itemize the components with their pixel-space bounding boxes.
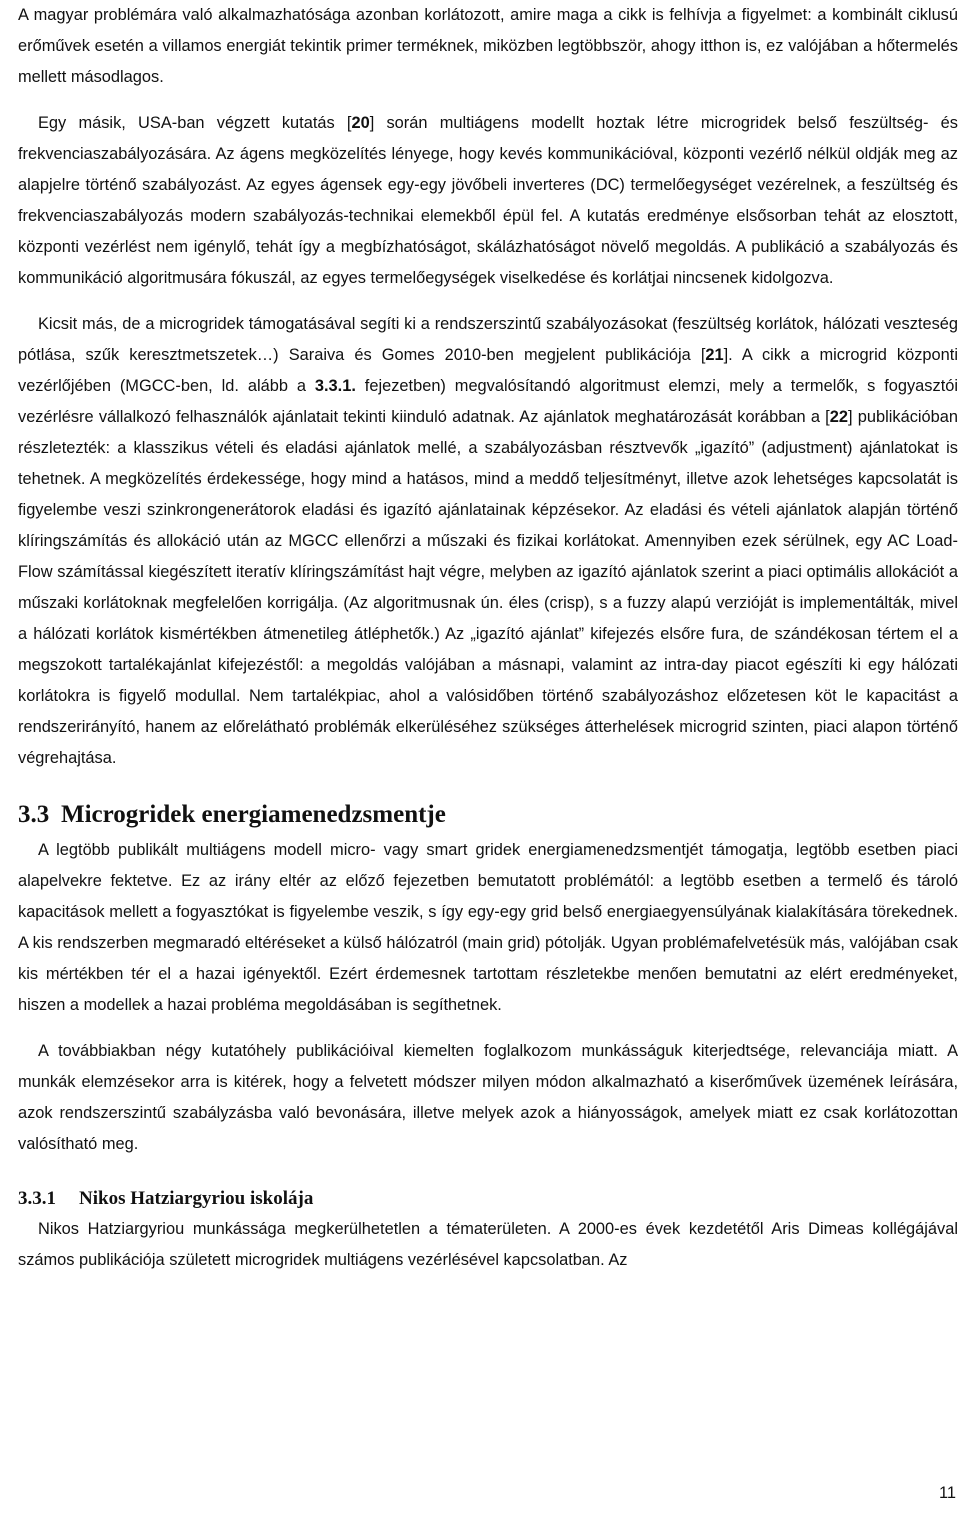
paragraph-research-sites: A továbbiakban négy kutatóhely publikációival kiemelten foglalkozom munkásságuk kiterjedtsége, relevanciája miatt. A munkák elemzésekor arra is kitérek, hogy a felvetett módszer milyen módon alkalmazható a kiserőművek üzemének leírására, azok rendszerszintű szabályzásba való bevonására, illetve melyek azok a hiányosságok, amelyek miatt ez csak korlátozottan valósítható meg. [18, 1042, 958, 1153]
paragraph-hatziargyriou: Nikos Hatziargyriou munkássága megkerülhetetlen a tématerületen. A 2000-es évek kezdetétől Aris Dimeas kollégájával számos publikációja született microgridek multiágens vezérlésével kapcsolatban. Az [18, 1220, 958, 1269]
paragraph-text: Egy másik, USA-ban végzett kutatás [ [38, 114, 352, 132]
section-number: 3.3 [18, 801, 50, 828]
subsection-title: Nikos Hatziargyriou iskolája [79, 1188, 314, 1209]
section-heading [18, 797, 958, 833]
subsection-heading [18, 1184, 958, 1214]
section-title: Microgridek energiamenedzsmentje [61, 801, 446, 828]
citation-ref-20: 20 [351, 114, 370, 132]
page-number: 11 [938, 1484, 956, 1502]
paragraph-text: ] során multiágens modellt hoztak létre microgridek belső feszültség- és frekvenciaszabályozására. Az ágens megközelítés lényege, hogy kevés kommunikációval, központi vezérlő nélkül oldják meg az alapjelre történő szabályozást. Az egyes ágensek egy-egy jövőbeli inverteres (DC) termelőegységet vezérelnek, a feszültség és frekvenciaszabályozás modern szabályozás-technikai elemekből épül fel. A kutatás eredménye elsősorban tehát az elosztott, központi vezérlést nem igénylő, tehát így a megbízhatóságot, skálázhatóságot növelő megoldás. A publikáció a szabályozás és kommunikáció algoritmusára fókuszál, az egyes termelőegységek viselkedése és korlátjai nincsenek kidolgozva. [18, 114, 958, 287]
paragraph-text: ]. A cikk a microgrid központi vezérlőjében (MGCC-ben, ld. alább a [18, 346, 958, 395]
section-cross-ref: 3.3.1. [314, 377, 356, 395]
paragraph-usa-research [18, 108, 958, 294]
paragraph-text: Kicsit más, de a microgridek támogatásával segíti ki a rendszerszintű szabályozásokat (feszültség korlátok, hálózati veszteség pótlása, szűk keresztmetszetek…) Saraiva és Gomes 2010-ben megjelent publikációja [ [18, 315, 958, 364]
paragraph-saraiva-gomes [18, 309, 958, 774]
document-page [18, 0, 958, 1276]
paragraph-energy-management: A legtöbb publikált multiágens modell micro- vagy smart gridek energiamenedzsmentjét támogatja, legtöbb esetben piaci alapelvekre fektetve. Ez az irány eltér az előző fejezetben bemutatott problémától: a legtöbb esetben a termelő és tároló kapacitások mellett a fogyasztókat is figyelembe veszik, s így egy-egy grid belső energiaegyensúlyának kialakítására törekednek. A kis rendszerben megmaradó eltéréseket a külső hálózatról (main grid) pótolják. Ugyan problémafelvetésük más, valójában csak kis mértékben tér el a hazai igényektől. Ezért érdemesnek tartottam részletekbe menően bemutatni az elért eredményeket, hiszen a modellek a hazai probléma megoldásában is segíthetnek. [18, 841, 958, 1014]
paragraph-text: fejezetben) megvalósítandó algoritmust elemzi, mely a termelők, s fogyasztói vezérlésre vállalkozó felhasználók ajánlatait tekinti kiinduló adatnak. Az ajánlatok meghatározását korábban a [ [18, 377, 959, 426]
paragraph-text: ] publikációban részletezték: a klasszikus vételi és eladási ajánlatok mellé, a szabályozásban résztvevők „igazító” (adjustment) ajánlatokat is tehetnek. A megközelítés érdekessége, hogy mind a hatásos, mind a meddő teljesítményt, illetve azok lehetséges kapcsolatát is figyelembe veszi szinkrongenerátorok eladási és igazító ajánlatainak képzésekor. Az eladási és vételi ajánlatok alapján történő klíringszámítás és allokáció után az MGCC ellenőrzi a műszaki és fizikai korlátokat. Amennyiben ezek sérülnek, egy AC Load-Flow számítással kiegészített iteratív klíringszámítást hajt végre, melyben az igazító ajánlatok szerint a piaci optimális allokációt a műszaki korlátoknak megfelelően korrigálja. (Az algoritmusnak ún. éles (crisp), s a fuzzy alapú verzióját is implementálták, mivel a hálózati korlátok kismértékben átmenetileg átléphetők.) Az „igazító ajánlat” kifejezés elsőre fura, de szándékosan tértem el a megszokott tartalékajánlat kifejezéstől: a megoldás valójában a másnapi, valamint az intra-day piacot egészíti ki egy hálózati korlátokra is figyelő modullal. Nem tartalékpiac, ahol a valósidőben történő szabályozáshoz előzetesen köt le kapacitást a rendszerirányító, hanem az előrelátható problémák elkerüléséhez szükséges átterhelések microgrid szinten, piaci alapon történő végrehajtása. [18, 408, 958, 767]
subsection-number: 3.3.1 [18, 1188, 56, 1209]
citation-ref-21: 21 [705, 346, 724, 364]
paragraph-intro: A magyar problémára való alkalmazhatósága azonban korlátozott, amire maga a cikk is felhívja a figyelmet: a kombinált ciklusú erőművek esetén a villamos energiát tekintik primer terméknek, miközben legtöbbször, ahogy itthon is, ez valójában a hőtermelés mellett másodlagos. [18, 6, 958, 86]
citation-ref-22: 22 [829, 408, 848, 426]
